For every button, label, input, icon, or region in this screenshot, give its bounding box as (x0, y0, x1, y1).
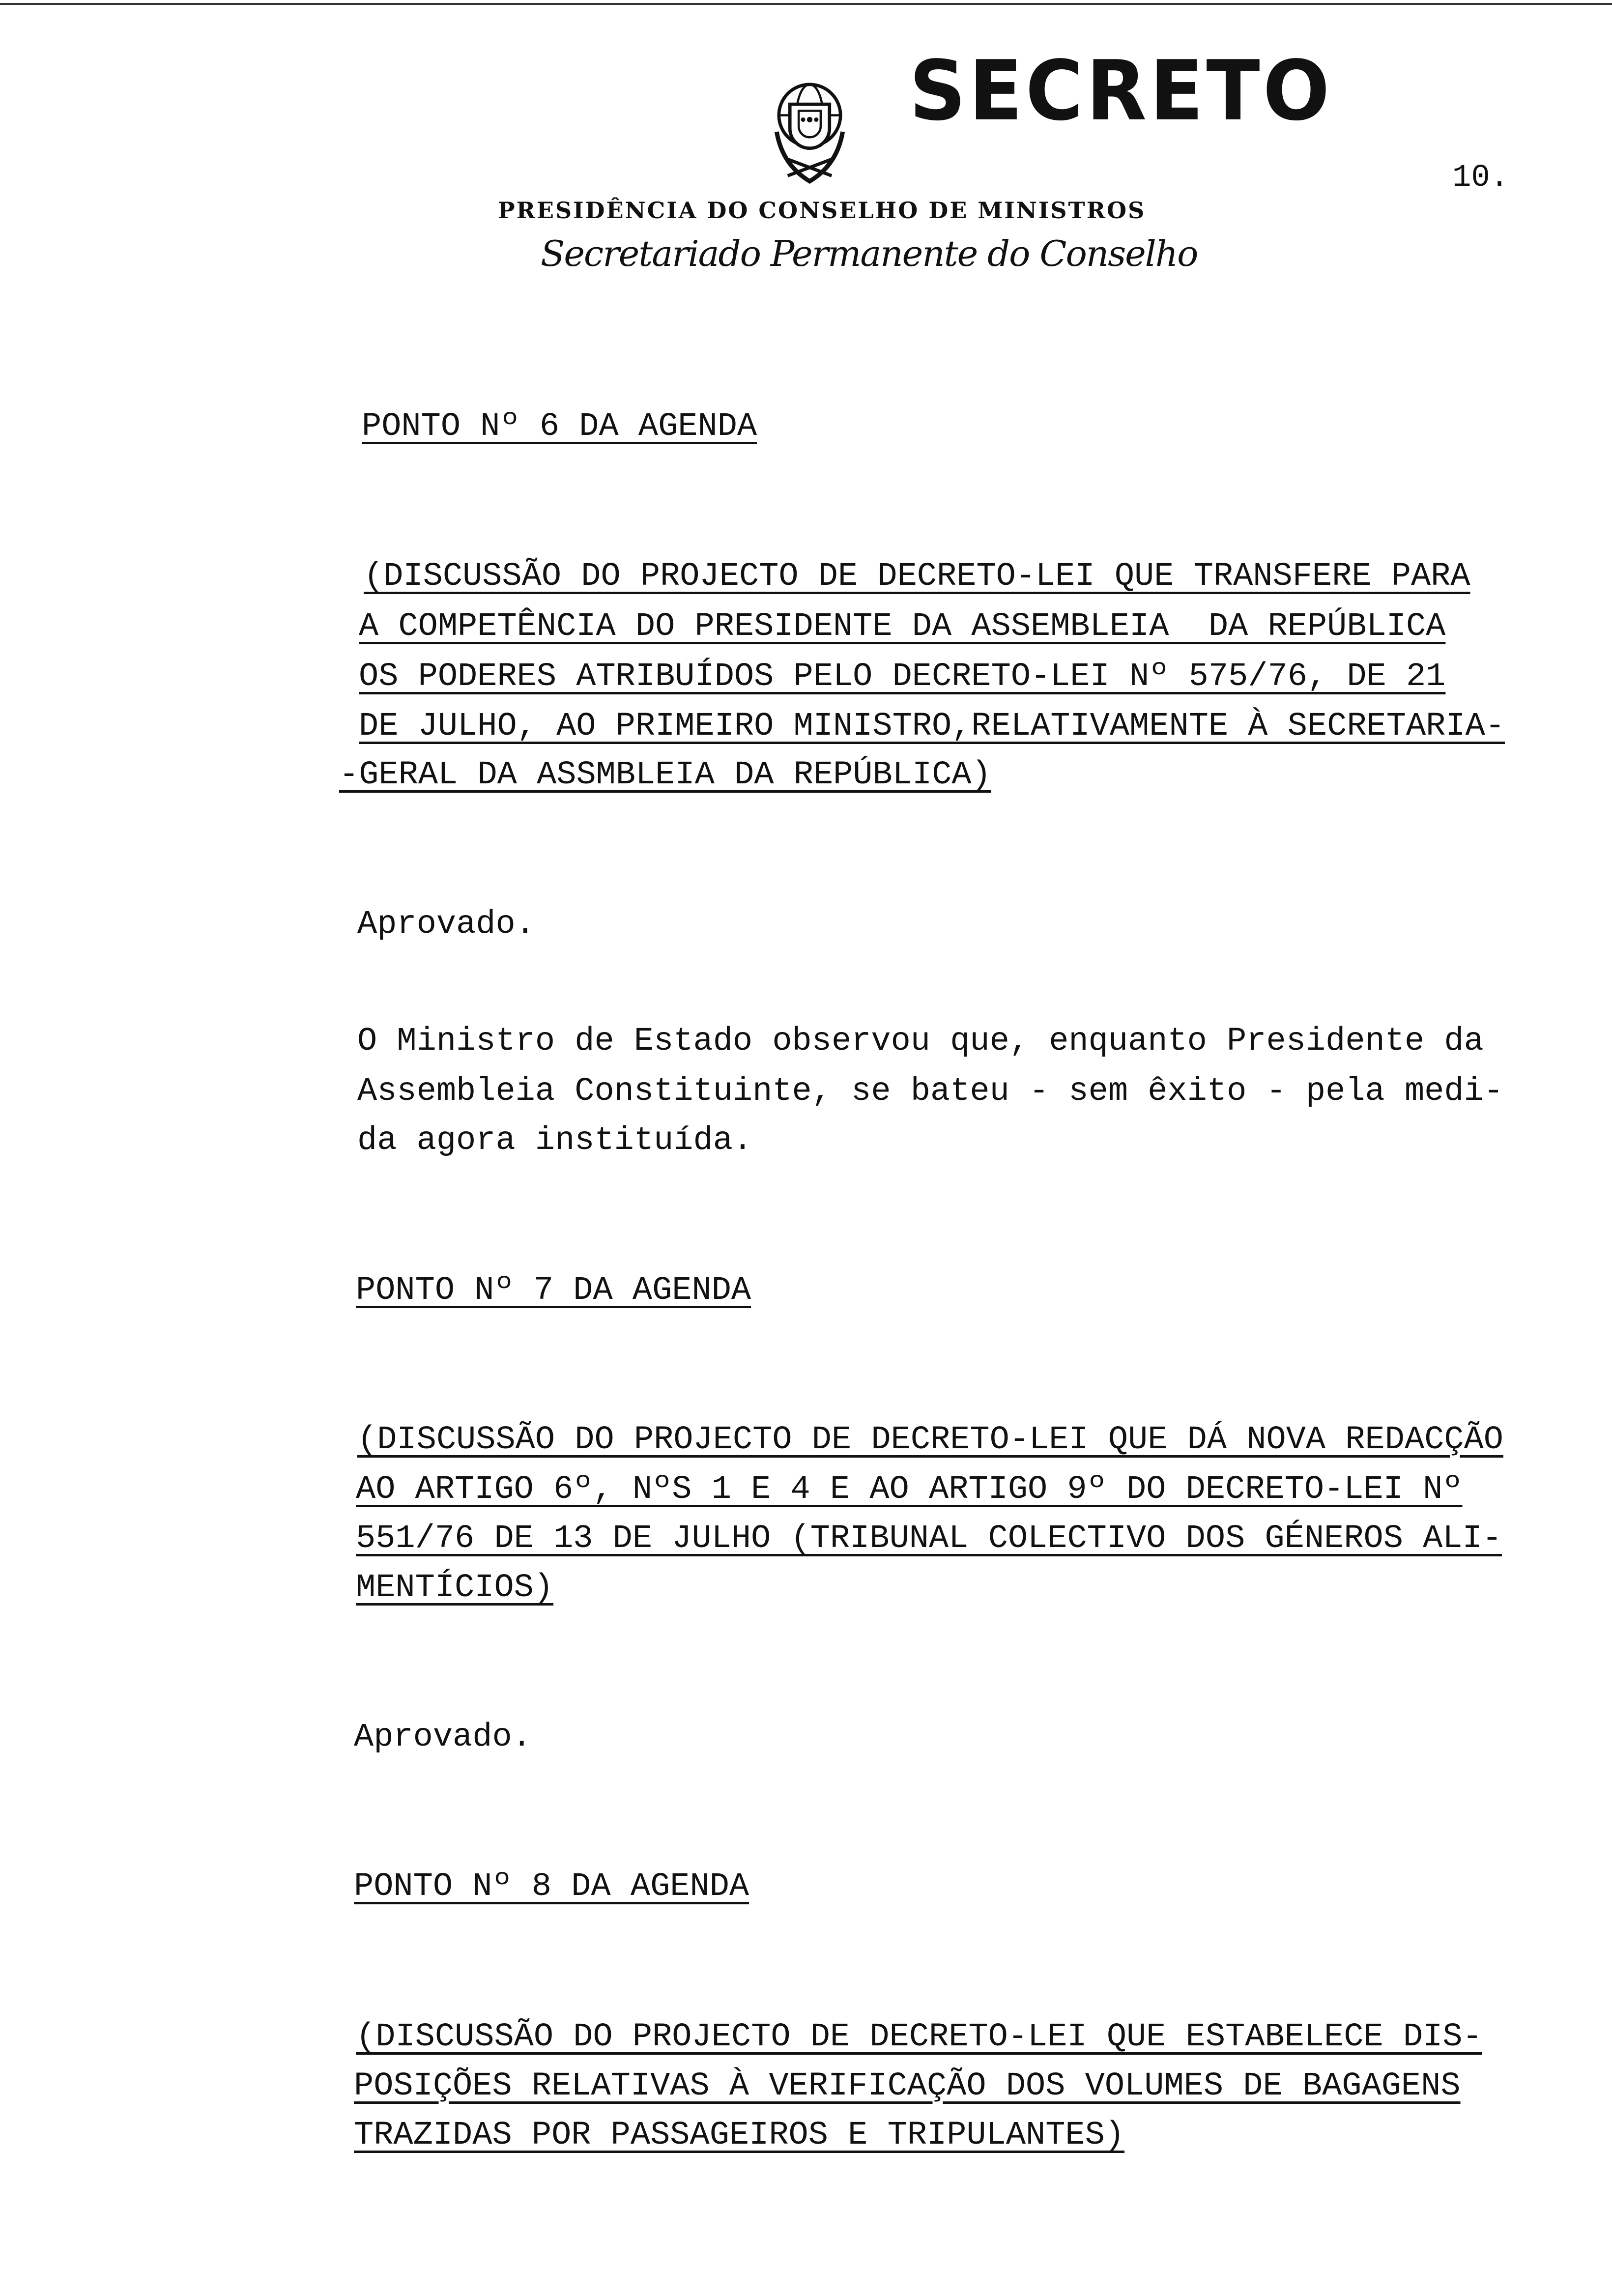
subject-line: A COMPETÊNCIA DO PRESIDENTE DA ASSEMBLEIA DA REPÚBLICA (359, 608, 1446, 645)
coat-of-arms-emblem (754, 71, 865, 187)
agenda-heading-7: PONTO Nº 7 DA AGENDA (356, 1272, 751, 1309)
subject-line: TRAZIDAS POR PASSAGEIROS E TRIPULANTES) (354, 2117, 1125, 2154)
note-line: Assembleia Constituinte, se bateu - sem êxito - pela medi- (357, 1073, 1503, 1110)
page-number: 10. (1452, 160, 1509, 196)
note-line: da agora instituída. (357, 1122, 753, 1159)
subject-line: -GERAL DA ASSMBLEIA DA REPÚBLICA) (339, 756, 991, 794)
note-line: O Ministro de Estado observou que, enquanto Presidente da (357, 1023, 1484, 1060)
decision-text: Aprovado. (357, 906, 535, 943)
subject-line: AO ARTIGO 6º, NºS 1 E 4 E AO ARTIGO 9º DO DECRETO-LEI Nº (356, 1471, 1463, 1508)
subject-line: (DISCUSSÃO DO PROJECTO DE DECRETO-LEI QUE DÁ NOVA REDACÇÃO (357, 1421, 1503, 1459)
institution-name: PRESIDÊNCIA DO CONSELHO DE MINISTROS (498, 197, 1146, 224)
subject-line: (DISCUSSÃO DO PROJECTO DE DECRETO-LEI QUE TRANSFERE PARA (364, 558, 1470, 595)
agenda-heading-6: PONTO Nº 6 DA AGENDA (362, 408, 757, 445)
subject-line: MENTÍCIOS) (356, 1569, 554, 1607)
subject-line: OS PODERES ATRIBUÍDOS PELO DECRETO-LEI Nº 575/76, DE 21 (359, 658, 1446, 695)
department-name: Secretariado Permanente do Conselho (541, 233, 1198, 274)
subject-line: POSIÇÕES RELATIVAS À VERIFICAÇÃO DOS VOLUMES DE BAGAGENS (354, 2067, 1461, 2105)
decision-text: Aprovado. (354, 1719, 532, 1756)
subject-line: (DISCUSSÃO DO PROJECTO DE DECRETO-LEI QUE ESTABELECE DIS- (356, 2018, 1482, 2056)
classification-stamp: SECRETO (909, 42, 1333, 139)
subject-line: 551/76 DE 13 DE JULHO (TRIBUNAL COLECTIVO DOS GÉNEROS ALI- (356, 1520, 1502, 1557)
page-top-border (0, 3, 1612, 5)
subject-line: DE JULHO, AO PRIMEIRO MINISTRO,RELATIVAMENTE À SECRETARIA- (359, 708, 1505, 745)
agenda-heading-8: PONTO Nº 8 DA AGENDA (354, 1868, 749, 1905)
